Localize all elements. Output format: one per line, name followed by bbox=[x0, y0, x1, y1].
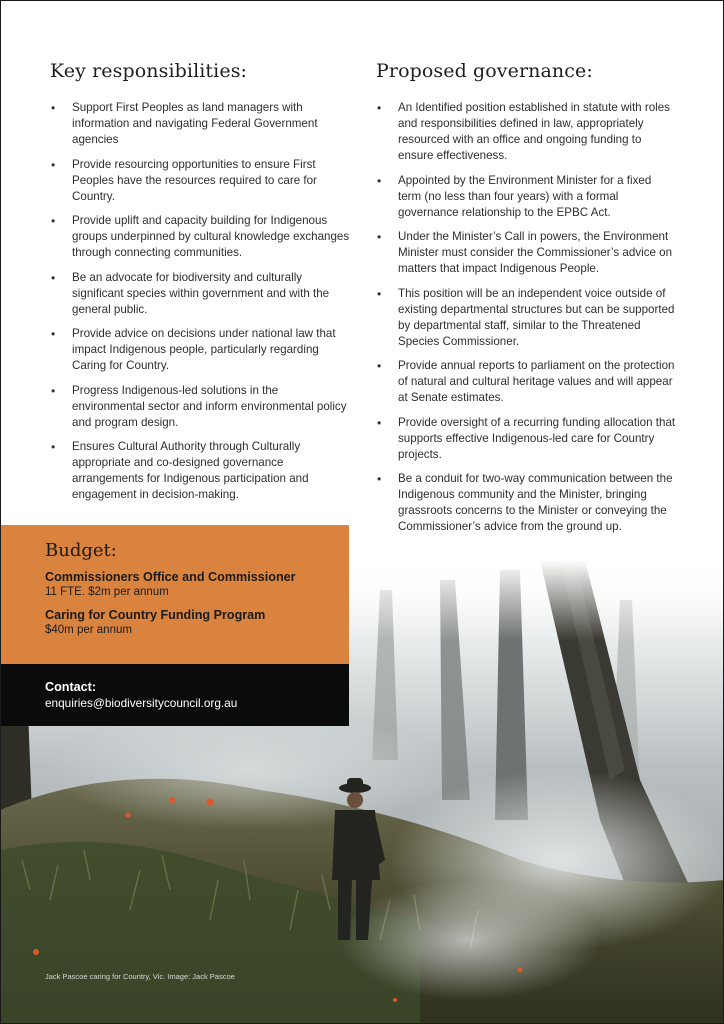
budget-box bbox=[0, 525, 349, 664]
list-item: • Provide oversight of a recurring funding allocation that supports effective Indigenous-led care for Country projects. bbox=[376, 415, 676, 463]
proposed-governance-section bbox=[376, 60, 676, 544]
contact-email-link[interactable]: enquiries@biodiversitycouncil.org.au bbox=[45, 696, 238, 710]
list-item: • Under the Minister’s Call in powers, the Environment Minister must consider the Commissioner’s advice on matters that impact Indigenous People. bbox=[376, 229, 676, 277]
budget-item-label: Caring for Country Funding Program bbox=[45, 608, 266, 622]
list-item: • Be an advocate for biodiversity and culturally significant species within government and with the general public. bbox=[50, 270, 350, 318]
budget-item-value: $40m per annum bbox=[45, 624, 132, 636]
budget-item-value: 11 FTE. $2m per annum bbox=[45, 586, 169, 598]
contact-label: Contact: bbox=[45, 680, 97, 694]
budget-item-label: Commissioners Office and Commissioner bbox=[45, 570, 296, 584]
list-item: • Provide resourcing opportunities to ensure First Peoples have the resources required to care for Country. bbox=[50, 157, 350, 205]
list-item: • Be a conduit for two-way communication between the Indigenous community and the Minister, bringing grassroots concerns to the Minister or conveying the Commissioner’s advice from the ground up. bbox=[376, 471, 676, 535]
list-item: • Provide uplift and capacity building for Indigenous groups underpinned by cultural knowledge exchanges through connecting communities. bbox=[50, 213, 350, 261]
list-item: • Provide advice on decisions under national law that impact Indigenous people, particularly regarding Caring for Country. bbox=[50, 326, 350, 374]
list-item: • Appointed by the Environment Minister for a fixed term (no less than four years) with a formal governance relationship to the EPBC Act. bbox=[376, 173, 676, 221]
budget-heading: Budget: bbox=[45, 540, 117, 561]
list-item: • This position will be an independent voice outside of existing departmental structures but can be supported by departmental staff, similar to the Threatened Species Commissioner. bbox=[376, 286, 676, 350]
list-item: • Ensures Cultural Authority through Culturally appropriate and co-designed governance arrangements for Indigenous participation and engagement in decision-making. bbox=[50, 439, 350, 503]
list-item: • Support First Peoples as land managers with information and navigating Federal Government agencies bbox=[50, 100, 350, 148]
photo-caption: Jack Pascoe caring for Country, Vic. Image: Jack Pascoe bbox=[45, 972, 235, 981]
contact-box bbox=[0, 664, 349, 726]
proposed-governance-list bbox=[376, 100, 676, 535]
list-item: • Progress Indigenous-led solutions in the environmental sector and inform environmental policy and program design. bbox=[50, 383, 350, 431]
key-responsibilities-section bbox=[50, 60, 350, 512]
key-responsibilities-heading: Key responsibilities: bbox=[50, 60, 248, 82]
key-responsibilities-list bbox=[50, 100, 350, 503]
list-item: • An Identified position established in statute with roles and responsibilities defined in law, appropriately resourced with an office and ongoing funding to ensure effectiveness. bbox=[376, 100, 676, 164]
proposed-governance-heading: Proposed governance: bbox=[376, 60, 593, 82]
list-item: • Provide annual reports to parliament on the protection of natural and cultural heritage values and will appear at Senate estimates. bbox=[376, 358, 676, 406]
